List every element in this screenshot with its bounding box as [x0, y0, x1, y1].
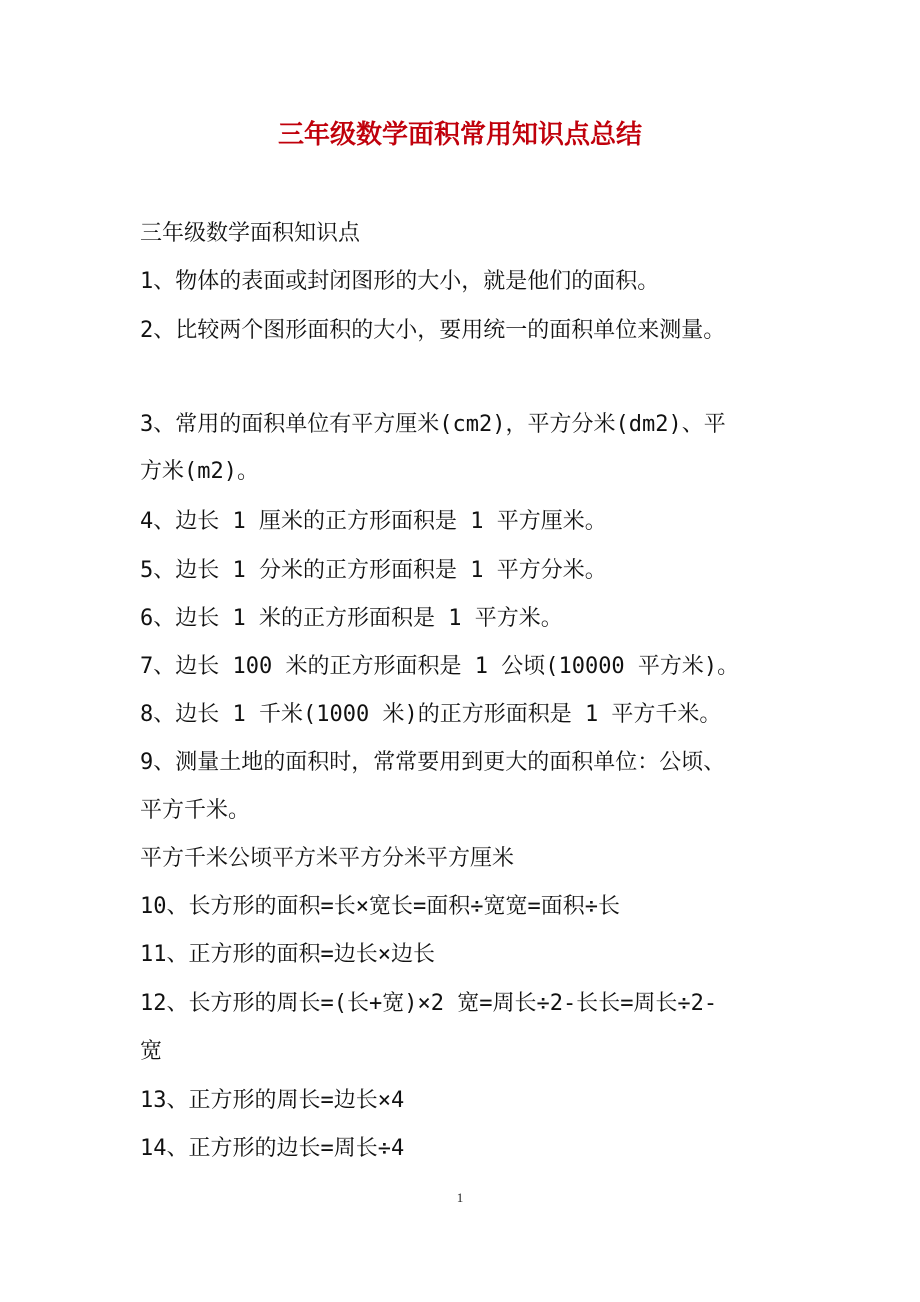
- page-number: 1: [456, 1190, 464, 1205]
- text-line-4: 4、边长 1 厘米的正方形面积是 1 平方厘米。: [140, 509, 607, 534]
- text-line-13: 13、正方形的周长=边长×4: [140, 1088, 405, 1113]
- text-line-5: 5、边长 1 分米的正方形面积是 1 平方分米。: [140, 558, 607, 583]
- text-line-9-continued: 平方千米。: [140, 798, 251, 823]
- text-line-9: 9、测量土地的面积时，常常要用到更大的面积单位：公顷、: [140, 750, 726, 775]
- text-line-3: 3、常用的面积单位有平方厘米(cm2)，平方分米(dm2)、平: [140, 412, 726, 437]
- text-line-3-continued: 方米(m2)。: [140, 459, 259, 484]
- section-heading: 三年级数学面积知识点: [140, 221, 361, 246]
- text-line-11: 11、正方形的面积=边长×边长: [140, 942, 435, 967]
- text-line-10: 10、长方形的面积=长×宽长=面积÷宽宽=面积÷长: [140, 894, 620, 919]
- unit-order-line: 平方千米公顷平方米平方分米平方厘米: [140, 846, 515, 871]
- document-title: 三年级数学面积常用知识点总结: [277, 120, 642, 150]
- text-line-1: 1、物体的表面或封闭图形的大小，就是他们的面积。: [140, 269, 660, 294]
- text-line-14: 14、正方形的边长=周长÷4: [140, 1136, 405, 1161]
- text-line-12-continued: 宽: [140, 1039, 163, 1064]
- text-line-8: 8、边长 1 千米(1000 米)的正方形面积是 1 平方千米。: [140, 702, 722, 727]
- text-line-6: 6、边长 1 米的正方形面积是 1 平方米。: [140, 606, 563, 631]
- text-line-12: 12、长方形的周长=(长+宽)×2 宽=周长÷2-长长=周长÷2-: [140, 991, 718, 1016]
- text-line-2: 2、比较两个图形面积的大小，要用统一的面积单位来测量。: [140, 318, 726, 343]
- text-line-7: 7、边长 100 米的正方形面积是 1 公顷(10000 平方米)。: [140, 654, 740, 679]
